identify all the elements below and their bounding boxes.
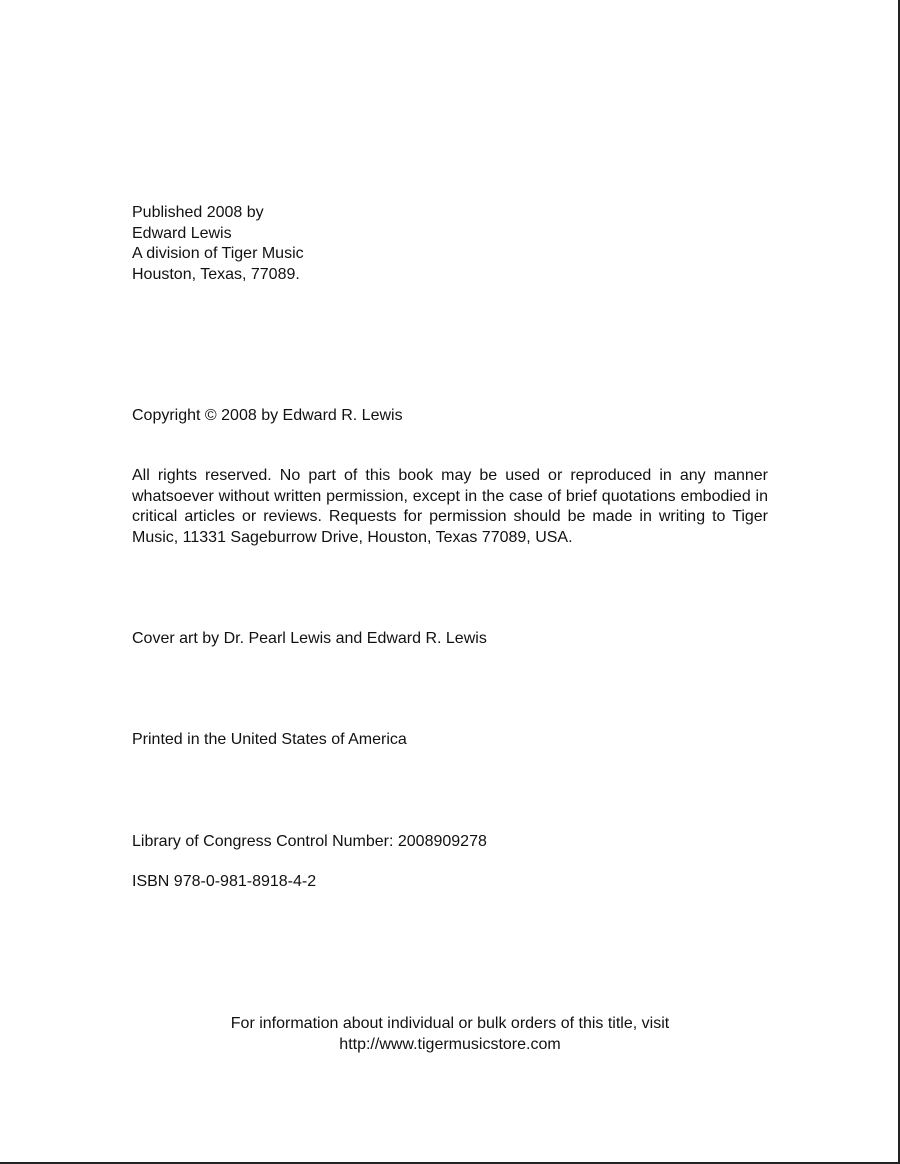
- orders-info-text: For information about individual or bulk orders of this title, visit: [230, 1015, 670, 1032]
- cover-art-credit: Cover art by Dr. Pearl Lewis and Edward R. Lewis: [132, 630, 487, 647]
- store-url-link[interactable]: http://www.tigermusicstore.com: [339, 1035, 561, 1053]
- publisher-line-address: Houston, Texas, 77089.: [132, 265, 300, 283]
- publisher-line-name: Edward Lewis: [132, 224, 232, 242]
- publisher-line-division: A division of Tiger Music: [132, 245, 304, 262]
- copyright-notice: Copyright © 2008 by Edward R. Lewis: [132, 407, 403, 424]
- isbn-number: ISBN 978-0-981-8918-4-2: [132, 873, 317, 890]
- publisher-line-published: Published 2008 by: [132, 204, 264, 221]
- lccn-number: Library of Congress Control Number: 2008909278: [132, 833, 487, 850]
- printed-in-notice: Printed in the United States of America: [132, 731, 407, 748]
- orders-info-block: [0, 1014, 900, 1055]
- rights-reserved-paragraph: All rights reserved. No part of this book may be used or reproduced in any manner whatsoever without written permission, except in the case of brief quotations embodied in critical articles or reviews. Requests for permission should be made in writing to Tiger Music, 11331 Sageburrow Drive, Houston, Texas 77089, USA.: [132, 467, 768, 546]
- publisher-block: [132, 203, 768, 285]
